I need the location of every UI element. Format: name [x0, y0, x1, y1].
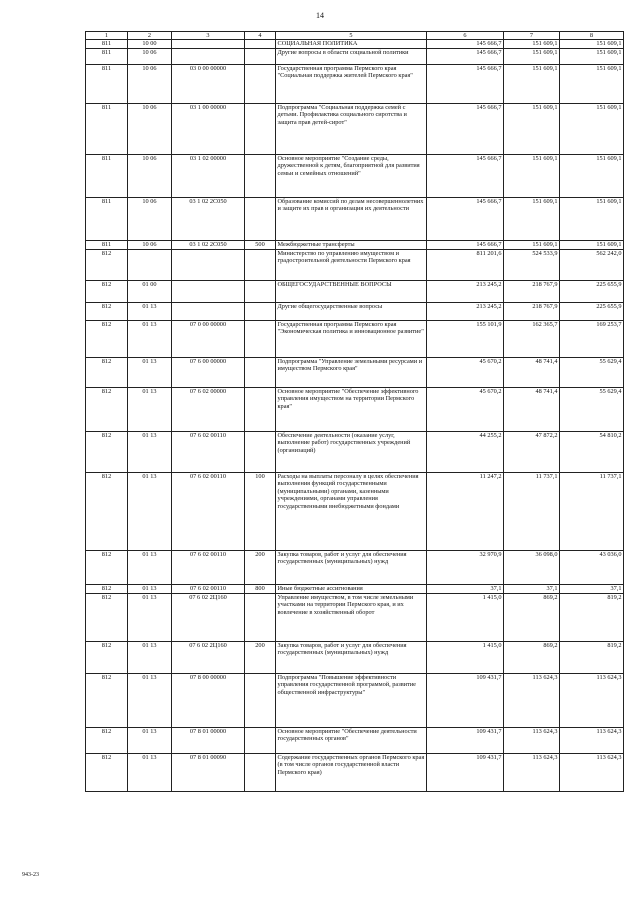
- section-code: 01 13: [128, 473, 172, 551]
- target-article: 03 1 02 2С050: [172, 241, 245, 250]
- table-row: [86, 65, 624, 104]
- item-name: Обеспечение деятельности (оказание услуг, выполнение работ) государственных учреждений (организаций): [276, 432, 427, 473]
- column-number: 7: [504, 32, 560, 40]
- value-col-7: 524 533,9: [504, 250, 560, 281]
- value-col-7: 869,2: [504, 594, 560, 642]
- value-col-6: 44 255,2: [427, 432, 504, 473]
- value-col-7: 151 609,1: [504, 49, 560, 65]
- section-code: [128, 250, 172, 281]
- item-name: Основное мероприятие "Обеспечение эффективного управления имуществом на территории Пермского края": [276, 388, 427, 432]
- expense-type: 800: [245, 585, 276, 594]
- admin-code: 812: [86, 594, 128, 642]
- column-number-row: [86, 32, 624, 40]
- section-code: 10 06: [128, 155, 172, 198]
- column-number: 3: [172, 32, 245, 40]
- expense-type: [245, 104, 276, 155]
- value-col-8: 169 253,7: [560, 321, 624, 358]
- target-article: 07 6 00 00000: [172, 358, 245, 388]
- admin-code: 812: [86, 432, 128, 473]
- section-code: 01 13: [128, 754, 172, 792]
- item-name: Другие общегосударственные вопросы: [276, 303, 427, 321]
- section-code: 01 13: [128, 642, 172, 674]
- item-name: Закупка товаров, работ и услуг для обеспечения государственных (муниципальных) нужд: [276, 551, 427, 585]
- table-row: [86, 388, 624, 432]
- value-col-8: 819,2: [560, 594, 624, 642]
- value-col-7: 113 624,3: [504, 728, 560, 754]
- admin-code: 811: [86, 241, 128, 250]
- value-col-7: 48 741,4: [504, 388, 560, 432]
- value-col-7: 151 609,1: [504, 198, 560, 241]
- value-col-7: 151 609,1: [504, 155, 560, 198]
- table-row: [86, 321, 624, 358]
- value-col-6: 145 666,7: [427, 104, 504, 155]
- admin-code: 811: [86, 155, 128, 198]
- admin-code: 812: [86, 321, 128, 358]
- table-row: [86, 303, 624, 321]
- value-col-6: 145 666,7: [427, 241, 504, 250]
- item-name: Межбюджетные трансферты: [276, 241, 427, 250]
- item-name: СОЦИАЛЬНАЯ ПОЛИТИКА: [276, 40, 427, 49]
- value-col-8: 54 810,2: [560, 432, 624, 473]
- admin-code: 812: [86, 674, 128, 728]
- item-name: Образование комиссий по делам несовершеннолетних и защите их прав и организация их деятельности: [276, 198, 427, 241]
- value-col-7: 113 624,3: [504, 674, 560, 728]
- value-col-7: 11 737,1: [504, 473, 560, 551]
- section-code: 10 06: [128, 65, 172, 104]
- table-row: [86, 198, 624, 241]
- expense-type: [245, 754, 276, 792]
- column-number: 5: [276, 32, 427, 40]
- item-name: Иные бюджетные ассигнования: [276, 585, 427, 594]
- column-number: 8: [560, 32, 624, 40]
- value-col-8: 225 655,9: [560, 303, 624, 321]
- value-col-6: 45 670,2: [427, 388, 504, 432]
- table-row: [86, 473, 624, 551]
- value-col-8: 113 624,3: [560, 728, 624, 754]
- target-article: 07 6 02 00000: [172, 388, 245, 432]
- value-col-8: 43 036,0: [560, 551, 624, 585]
- column-number: 4: [245, 32, 276, 40]
- target-article: 07 0 00 00000: [172, 321, 245, 358]
- value-col-6: 11 247,2: [427, 473, 504, 551]
- budget-table: [85, 31, 624, 792]
- admin-code: 811: [86, 65, 128, 104]
- admin-code: 812: [86, 754, 128, 792]
- value-col-7: 869,2: [504, 642, 560, 674]
- table-row: [86, 642, 624, 674]
- value-col-6: 213 245,2: [427, 303, 504, 321]
- table-row: [86, 40, 624, 49]
- target-article: 03 1 00 00000: [172, 104, 245, 155]
- value-col-6: 145 666,7: [427, 65, 504, 104]
- section-code: 01 13: [128, 674, 172, 728]
- table-row: [86, 674, 624, 728]
- admin-code: 812: [86, 250, 128, 281]
- target-article: 07 8 01 00000: [172, 728, 245, 754]
- admin-code: 811: [86, 40, 128, 49]
- expense-type: [245, 49, 276, 65]
- expense-type: [245, 594, 276, 642]
- value-col-8: 37,1: [560, 585, 624, 594]
- value-col-8: 151 609,1: [560, 65, 624, 104]
- item-name: Управление имуществом, в том числе земельными участками на территории Пермского края, и их вовлечение в хозяйственный оборот: [276, 594, 427, 642]
- table-row: [86, 551, 624, 585]
- value-col-7: 151 609,1: [504, 65, 560, 104]
- item-name: Государственная программа Пермского края "Социальная поддержка жителей Пермского края": [276, 65, 427, 104]
- value-col-7: 48 741,4: [504, 358, 560, 388]
- value-col-7: 218 767,9: [504, 303, 560, 321]
- footer-code: 943-23: [22, 872, 39, 878]
- admin-code: 812: [86, 473, 128, 551]
- table-row: [86, 594, 624, 642]
- item-name: Расходы на выплаты персоналу в целях обеспечения выполнения функций государственными (муниципальными) органами, казенными учреждениями, органами управления государственными внебюджетными фондами: [276, 473, 427, 551]
- expense-type: [245, 155, 276, 198]
- expense-type: [245, 303, 276, 321]
- value-col-6: 109 431,7: [427, 674, 504, 728]
- admin-code: 812: [86, 303, 128, 321]
- item-name: ОБЩЕГОСУДАРСТВЕННЫЕ ВОПРОСЫ: [276, 281, 427, 303]
- value-col-6: 109 431,7: [427, 728, 504, 754]
- value-col-8: 151 609,1: [560, 155, 624, 198]
- value-col-7: 113 624,3: [504, 754, 560, 792]
- value-col-6: 811 201,6: [427, 250, 504, 281]
- admin-code: 811: [86, 104, 128, 155]
- value-col-8: 819,2: [560, 642, 624, 674]
- target-article: 07 6 02 2Ц160: [172, 594, 245, 642]
- target-article: 07 8 00 00000: [172, 674, 245, 728]
- target-article: 07 6 02 00110: [172, 551, 245, 585]
- table-row: [86, 49, 624, 65]
- value-col-6: 45 670,2: [427, 358, 504, 388]
- section-code: 01 13: [128, 321, 172, 358]
- section-code: 01 13: [128, 728, 172, 754]
- value-col-8: 151 609,1: [560, 241, 624, 250]
- value-col-7: 151 609,1: [504, 241, 560, 250]
- value-col-6: 155 101,9: [427, 321, 504, 358]
- section-code: 01 13: [128, 585, 172, 594]
- section-code: 01 13: [128, 594, 172, 642]
- table-row: [86, 432, 624, 473]
- value-col-8: 11 737,1: [560, 473, 624, 551]
- target-article: 07 6 02 00110: [172, 585, 245, 594]
- value-col-6: 145 666,7: [427, 155, 504, 198]
- admin-code: 812: [86, 642, 128, 674]
- admin-code: 812: [86, 281, 128, 303]
- expense-type: [245, 281, 276, 303]
- value-col-7: 151 609,1: [504, 40, 560, 49]
- section-code: 01 00: [128, 281, 172, 303]
- target-article: [172, 40, 245, 49]
- admin-code: 811: [86, 49, 128, 65]
- value-col-6: 32 970,9: [427, 551, 504, 585]
- page-number: 14: [316, 11, 324, 20]
- target-article: 07 6 02 00110: [172, 473, 245, 551]
- expense-type: [245, 65, 276, 104]
- table-row: [86, 754, 624, 792]
- target-article: [172, 49, 245, 65]
- expense-type: [245, 728, 276, 754]
- target-article: 03 1 02 2С050: [172, 198, 245, 241]
- value-col-8: 225 655,9: [560, 281, 624, 303]
- value-col-7: 47 872,2: [504, 432, 560, 473]
- expense-type: [245, 674, 276, 728]
- section-code: 10 06: [128, 49, 172, 65]
- section-code: 01 13: [128, 388, 172, 432]
- item-name: Другие вопросы в области социальной политики: [276, 49, 427, 65]
- column-number: 1: [86, 32, 128, 40]
- table-row: [86, 241, 624, 250]
- value-col-6: 145 666,7: [427, 49, 504, 65]
- value-col-7: 36 098,0: [504, 551, 560, 585]
- column-number: 6: [427, 32, 504, 40]
- expense-type: [245, 40, 276, 49]
- table-row: [86, 104, 624, 155]
- admin-code: 812: [86, 388, 128, 432]
- value-col-8: 113 624,3: [560, 754, 624, 792]
- section-code: 10 00: [128, 40, 172, 49]
- admin-code: 812: [86, 728, 128, 754]
- value-col-8: 151 609,1: [560, 198, 624, 241]
- value-col-8: 151 609,1: [560, 104, 624, 155]
- item-name: Подпрограмма "Повышение эффективности управления государственной программой, развитие общественной инфраструктуры": [276, 674, 427, 728]
- admin-code: 812: [86, 585, 128, 594]
- value-col-8: 55 629,4: [560, 388, 624, 432]
- expense-type: 200: [245, 642, 276, 674]
- value-col-8: 55 629,4: [560, 358, 624, 388]
- value-col-6: 37,1: [427, 585, 504, 594]
- value-col-6: 109 431,7: [427, 754, 504, 792]
- expense-type: [245, 358, 276, 388]
- section-code: 01 13: [128, 303, 172, 321]
- section-code: 10 06: [128, 241, 172, 250]
- value-col-7: 37,1: [504, 585, 560, 594]
- table-row: [86, 250, 624, 281]
- expense-type: [245, 388, 276, 432]
- value-col-6: 1 415,0: [427, 594, 504, 642]
- value-col-6: 145 666,7: [427, 198, 504, 241]
- expense-type: 200: [245, 551, 276, 585]
- section-code: 10 06: [128, 198, 172, 241]
- item-name: Содержание государственных органов Пермского края (в том числе органов государственной власти Пермского края): [276, 754, 427, 792]
- value-col-8: 151 609,1: [560, 40, 624, 49]
- expense-type: [245, 198, 276, 241]
- expense-type: [245, 432, 276, 473]
- item-name: Основное мероприятие "Обеспечение деятельности государственных органов": [276, 728, 427, 754]
- column-number: 2: [128, 32, 172, 40]
- item-name: Основное мероприятие "Создание среды, дружественной к детям, благоприятной для развития семьи и семейных отношений": [276, 155, 427, 198]
- expense-type: 100: [245, 473, 276, 551]
- target-article: 07 8 01 00090: [172, 754, 245, 792]
- value-col-7: 151 609,1: [504, 104, 560, 155]
- value-col-7: 162 365,7: [504, 321, 560, 358]
- table-row: [86, 585, 624, 594]
- target-article: [172, 303, 245, 321]
- value-col-8: 562 242,0: [560, 250, 624, 281]
- target-article: 07 6 02 00110: [172, 432, 245, 473]
- table-row: [86, 155, 624, 198]
- target-article: 03 0 00 00000: [172, 65, 245, 104]
- value-col-8: 151 609,1: [560, 49, 624, 65]
- target-article: [172, 281, 245, 303]
- section-code: 01 13: [128, 551, 172, 585]
- value-col-7: 218 767,9: [504, 281, 560, 303]
- value-col-6: 213 245,2: [427, 281, 504, 303]
- section-code: 10 06: [128, 104, 172, 155]
- table-row: [86, 728, 624, 754]
- table-row: [86, 281, 624, 303]
- value-col-8: 113 624,3: [560, 674, 624, 728]
- value-col-6: 145 666,7: [427, 40, 504, 49]
- item-name: Министерство по управлению имуществом и градостроительной деятельности Пермского края: [276, 250, 427, 281]
- section-code: 01 13: [128, 358, 172, 388]
- admin-code: 812: [86, 551, 128, 585]
- budget-rows: [86, 40, 624, 792]
- admin-code: 811: [86, 198, 128, 241]
- item-name: Закупка товаров, работ и услуг для обеспечения государственных (муниципальных) нужд: [276, 642, 427, 674]
- section-code: 01 13: [128, 432, 172, 473]
- item-name: Подпрограмма "Управление земельными ресурсами и имуществом Пермского края": [276, 358, 427, 388]
- value-col-6: 1 415,0: [427, 642, 504, 674]
- table-row: [86, 358, 624, 388]
- item-name: Подпрограмма "Социальная поддержка семей с детьми. Профилактика социального сиротства и защита прав детей-сирот": [276, 104, 427, 155]
- target-article: 03 1 02 00000: [172, 155, 245, 198]
- target-article: 07 6 02 2Ц160: [172, 642, 245, 674]
- expense-type: [245, 321, 276, 358]
- item-name: Государственная программа Пермского края "Экономическая политика и инновационное развитие": [276, 321, 427, 358]
- expense-type: 500: [245, 241, 276, 250]
- target-article: [172, 250, 245, 281]
- admin-code: 812: [86, 358, 128, 388]
- expense-type: [245, 250, 276, 281]
